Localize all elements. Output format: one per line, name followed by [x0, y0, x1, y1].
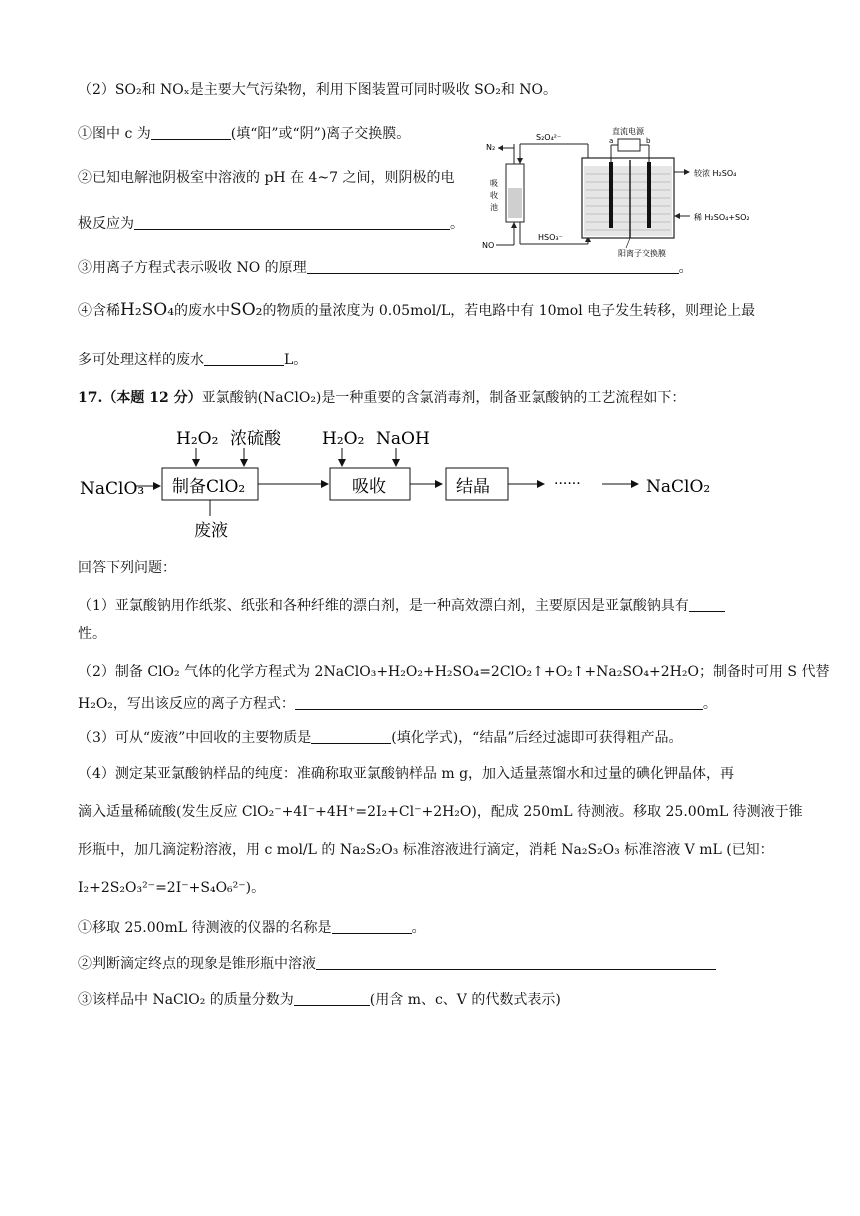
q17-sub2-text: ②判断滴定终点的现象是锥形瓶中溶液 [78, 956, 316, 972]
q16-sub2-line2 [78, 214, 464, 234]
q16-sub4-line1 [78, 300, 755, 321]
label-no: NO [482, 241, 495, 250]
flow-box1-input-h2o2: H₂O₂ [176, 429, 219, 449]
q17-p3-text: （3）可从“废液”中回收的主要物质是 [78, 730, 312, 746]
answer-blank[interactable] [311, 729, 391, 744]
q17-p1-line1 [78, 596, 725, 616]
q17-p4-line3: 形瓶中，加几滴淀粉溶液，用 c mol/L 的 Na₂S₂O₃ 标准溶液进行滴定，消耗 Na₂S₂O₃ 标准溶液 V mL (已知： [78, 842, 774, 858]
q16-part2-intro: （2）SO₂和 NOₓ是主要大气污染物，利用下图装置可同时吸收 SO₂和 NO。 [78, 82, 558, 98]
answer-blank[interactable] [134, 215, 450, 230]
q17-p3 [78, 728, 682, 748]
process-flow-diagram [72, 420, 732, 550]
q16-sub2-text: 极反应为 [78, 216, 134, 232]
formula-h2so4: H₂SO₄ [120, 300, 175, 320]
flow-box1-input-h2so4: 浓硫酸 [230, 429, 281, 449]
q17-number: 17.（本题 12 分） [78, 390, 202, 406]
q17-sub2 [78, 954, 716, 974]
q17-p1-text: （1）亚氯酸钠用作纸浆、纸张和各种纤维的漂白剂，是一种高效漂白剂，主要原因是亚氯酸钠具有 [78, 598, 689, 614]
answer-blank[interactable] [295, 695, 703, 710]
q16-sub1-text-post: (填“阳”或“阴”)离子交换膜。 [230, 126, 411, 142]
label-absorber-1: 吸 [490, 179, 498, 188]
q17-p1-line2: 性。 [78, 626, 106, 642]
flow-input-naclo3: NaClO₃ [80, 479, 145, 499]
absorber-fill [508, 188, 522, 218]
label-conc-h2so4: 较浓 H₂SO₄ [694, 169, 737, 178]
electrode-b [647, 162, 651, 228]
flow-output-naclo2: NaClO₂ [646, 477, 711, 497]
q17-intro: 亚氯酸钠(NaClO₂)是一种重要的含氯消毒剂，制备亚氯酸钠的工艺流程如下： [201, 390, 686, 406]
label-absorber-3: 池 [490, 203, 498, 212]
label-a: a [609, 137, 614, 145]
answer-blank[interactable] [151, 125, 231, 140]
q17-p2-line1: （2）制备 ClO₂ 气体的化学方程式为 2NaClO₃+H₂O₂+H₂SO₄=2ClO₂↑+O₂↑+Na₂SO₄+2H₂O；制备时可用 S 代替 [78, 664, 830, 680]
q16-sub1-text: ①图中 c 为 [78, 126, 151, 142]
q16-sub1 [78, 124, 410, 144]
answer-blank[interactable] [316, 955, 716, 970]
q16-sub3-text: ③用离子方程式表示吸收 NO 的原理 [78, 260, 307, 276]
flow-box2-label: 吸收 [352, 477, 386, 497]
q17-sub1-text: ①移取 25.00mL 待测液的仪器的名称是 [78, 920, 332, 936]
n2-arrowhead [498, 145, 503, 151]
q17-p3-text-post: (填化学式)，“结晶”后经过滤即可获得粗产品。 [391, 730, 683, 746]
q17-sub3 [78, 990, 561, 1010]
q17-p4-line4: I₂+2S₂O₃²⁻=2I⁻+S₄O₆²⁻)。 [78, 880, 266, 896]
q17-p2-text: H₂O₂，写出该反应的离子方程式： [78, 696, 295, 712]
answer-blank[interactable] [204, 351, 284, 366]
label-absorber-2: 收 [490, 191, 498, 200]
flow-box2-input-h2o2: H₂O₂ [322, 429, 365, 449]
label-membrane: 阳离子交换膜 [618, 249, 666, 258]
answer-blank[interactable] [294, 991, 370, 1006]
flow-ellipsis: ······ [554, 476, 581, 492]
label-n2: N₂ [486, 143, 496, 152]
q17-sub3-text-post: (用含 m、c、V 的代数式表示) [369, 992, 561, 1008]
power-supply-box [618, 139, 640, 151]
electrolyte [584, 166, 672, 236]
q17-sub1-text-post: 。 [411, 920, 426, 936]
q16-sub2-text-post: 。 [450, 216, 464, 232]
q17-p4-line1: （4）测定某亚氯酸钠样品的纯度：准确称取亚氯酸钠样品 m g，加入适量蒸馏水和过量的碘化钾晶体，再 [78, 766, 735, 782]
q17-answer-prompt: 回答下列问题： [78, 560, 176, 576]
q17-p4-line2: 滴入适量稀硫酸(发生反应 ClO₂⁻+4I⁻+4H⁺=2I₂+Cl⁻+2H₂O)，配成 250mL 待测液。移取 25.00mL 待测液于锥 [78, 804, 803, 820]
flow-box1-label: 制备ClO₂ [172, 477, 246, 497]
q17-sub3-text: ③该样品中 NaClO₂ 的质量分数为 [78, 992, 294, 1008]
q17-p2-line2 [78, 694, 717, 714]
q17-heading [78, 388, 685, 408]
q17-sub1 [78, 918, 426, 938]
label-b: b [646, 137, 651, 145]
label-dilute-h2so4-so2: 稀 H₂SO₄+SO₂ [694, 213, 750, 222]
q16-sub4-line2-post: L。 [284, 352, 308, 368]
label-s2o4: S₂O₄²⁻ [536, 133, 562, 142]
label-hso3: HSO₃⁻ [538, 233, 563, 242]
flow-waste-liquid: 废液 [194, 521, 228, 541]
q16-sub2-line1: ②已知电解池阴极室中溶液的 pH 在 4~7 之间，则阴极的电 [78, 170, 455, 186]
formula-so2: SO₂ [230, 300, 263, 320]
electrode-a [609, 162, 613, 228]
q16-sub4-text-mid1: 的废水中 [174, 303, 231, 319]
q16-sub4-line2-text: 多可处理这样的废水 [78, 352, 204, 368]
electrolysis-apparatus-diagram [476, 124, 776, 266]
flow-box2-input-naoh: NaOH [376, 429, 430, 449]
q16-sub4-line2 [78, 350, 307, 370]
label-power-supply: 直流电源 [612, 127, 644, 136]
q17-p2-text-post: 。 [702, 696, 717, 712]
answer-blank[interactable] [332, 919, 412, 934]
q16-sub4-text: ④含稀 [78, 303, 120, 319]
flow-box3-label: 结晶 [456, 477, 490, 497]
q16-sub3-text-post: 。 [678, 260, 693, 276]
answer-blank[interactable] [689, 597, 725, 612]
q16-sub4-text-mid2: 的物质的量浓度为 0.05mol/L，若电路中有 10mol 电子发生转移，则理论上最 [262, 303, 756, 319]
